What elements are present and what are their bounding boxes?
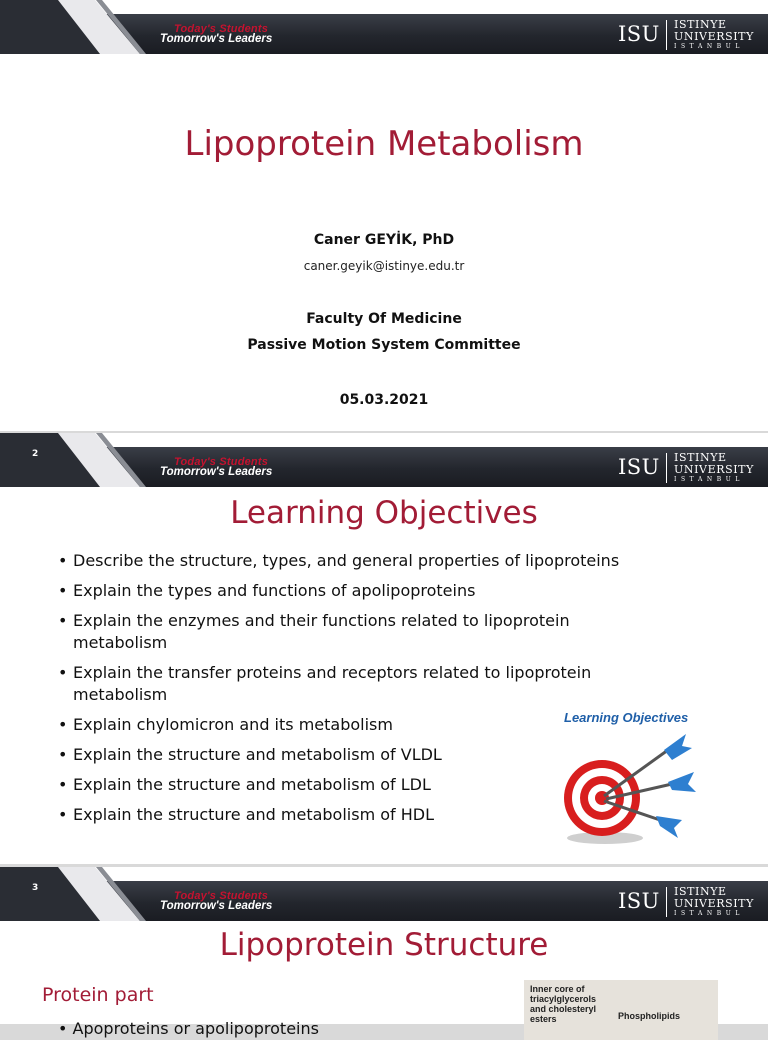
logo-line-2: UNIVERSITY <box>674 897 754 910</box>
banner-stripe-graphic <box>0 433 140 487</box>
presentation-title: Lipoprotein Metabolism <box>184 124 584 164</box>
image-caption: Learning Objectives <box>564 710 689 725</box>
diagram-label-core: Inner core of triacylglycerols and cholesteryl esters <box>530 984 597 1024</box>
motto-top: Today's Students <box>174 456 269 468</box>
objective-item: • Explain the structure and metabolism of VLDL <box>58 744 658 766</box>
objective-item: • Explain the structure and metabolism of HDL <box>58 804 658 826</box>
objective-item: • Explain the transfer proteins and receptors related to lipoprotein metabolism <box>58 662 658 706</box>
logo-line-1: ISTINYE <box>674 18 727 31</box>
slide-1 <box>0 0 768 431</box>
logo-line-3: ISTANBUL <box>674 476 744 483</box>
objective-item: • Describe the structure, types, and general properties of lipoproteins <box>58 550 658 572</box>
author-email: caner.geyik@istinye.edu.tr <box>303 259 465 273</box>
target-darts-icon <box>560 728 700 848</box>
logo-divider <box>666 887 667 917</box>
objective-item: • Explain chylomicron and its metabolism <box>58 714 658 736</box>
author <box>0 232 768 248</box>
logo-line-3: ISTANBUL <box>674 910 744 917</box>
isu-logo-text: ISU <box>618 455 660 479</box>
banner-stripe-graphic <box>0 0 140 54</box>
banner-stripe-graphic <box>0 867 140 921</box>
slide-2 <box>0 433 768 864</box>
isu-logo-text: ISU <box>618 22 660 46</box>
diagram-label-phospholipids: Phospholipids <box>618 1011 680 1021</box>
logo-divider <box>666 20 667 50</box>
faculty: Faculty Of Medicine <box>306 311 462 327</box>
committee: Passive Motion System Committee <box>247 337 521 353</box>
motto-bottom: Tomorrow's Leaders <box>160 900 273 912</box>
bullet-item: • Apoproteins or apolipoproteins <box>58 1019 319 1038</box>
objective-item: • Explain the structure and metabolism of LDL <box>58 774 658 796</box>
motto-bottom: Tomorrow's Leaders <box>160 33 273 45</box>
isu-logo-text: ISU <box>618 889 660 913</box>
slide-title: Learning Objectives <box>230 495 538 531</box>
slide-title: Lipoprotein Structure <box>219 927 549 963</box>
slide-3 <box>0 867 768 1038</box>
logo-line-1: ISTINYE <box>674 885 727 898</box>
author-degree: , PhD <box>412 232 455 248</box>
motto-top: Today's Students <box>174 23 269 35</box>
logo-divider <box>666 453 667 483</box>
author-name: Caner GEYİK <box>313 232 413 248</box>
motto-top: Today's Students <box>174 890 269 902</box>
logo-line-2: UNIVERSITY <box>674 30 754 43</box>
logo-line-2: UNIVERSITY <box>674 463 754 476</box>
lipoprotein-diagram <box>524 980 718 1040</box>
slide-number: 3 <box>32 883 39 893</box>
objective-item: • Explain the enzymes and their functions related to lipoprotein metabolism <box>58 610 658 654</box>
objective-item: • Explain the types and functions of apolipoproteins <box>58 580 658 602</box>
logo-line-3: ISTANBUL <box>674 43 744 50</box>
date: 05.03.2021 <box>339 392 429 408</box>
logo-line-1: ISTINYE <box>674 451 727 464</box>
slide-number: 2 <box>32 449 39 459</box>
motto-bottom: Tomorrow's Leaders <box>160 466 273 478</box>
section-heading: Protein part <box>42 984 154 1006</box>
